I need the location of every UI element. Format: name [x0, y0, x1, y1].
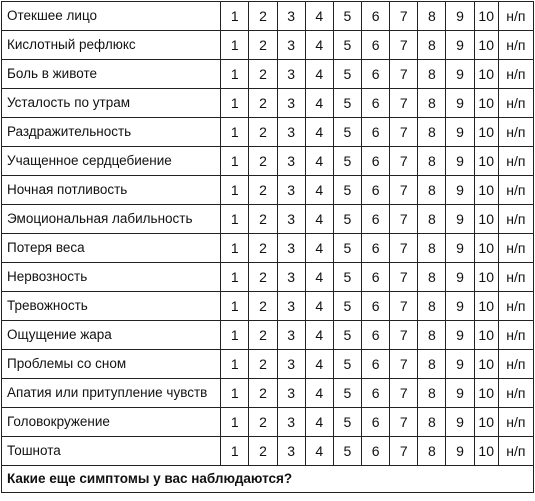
symptom-row [2, 292, 534, 321]
symptom-row [2, 176, 534, 205]
rating-cell[interactable]: 6 [362, 350, 390, 379]
rating-cell[interactable]: 4 [305, 60, 333, 89]
rating-cell[interactable]: 10 [474, 321, 498, 350]
rating-cell[interactable]: 9 [446, 292, 474, 321]
rating-cell[interactable]: 5 [333, 379, 361, 408]
rating-cell[interactable]: 1 [221, 2, 249, 31]
rating-cell[interactable]: 7 [390, 89, 418, 118]
rating-cell[interactable]: 10 [474, 379, 498, 408]
rating-cell[interactable]: 3 [277, 263, 305, 292]
rating-cell[interactable]: 2 [249, 2, 277, 31]
rating-cell[interactable]: 9 [446, 321, 474, 350]
symptom-row [2, 263, 534, 292]
rating-cell[interactable]: 3 [277, 60, 305, 89]
rating-cell[interactable]: 7 [390, 408, 418, 437]
rating-cell[interactable]: 7 [390, 118, 418, 147]
rating-cell[interactable]: 7 [390, 2, 418, 31]
rating-cell[interactable]: 7 [390, 234, 418, 263]
rating-cell[interactable]: 6 [362, 321, 390, 350]
rating-cell[interactable]: 3 [277, 89, 305, 118]
rating-cell[interactable]: 6 [362, 176, 390, 205]
rating-cell[interactable]: 2 [249, 147, 277, 176]
other-symptoms-question: Какие еще симптомы у вас наблюдаются? [2, 466, 534, 493]
rating-cell[interactable]: 3 [277, 437, 305, 466]
rating-cell[interactable]: 8 [418, 89, 446, 118]
rating-cell[interactable]: 8 [418, 234, 446, 263]
not-applicable-cell[interactable]: н/п [498, 292, 533, 321]
rating-cell[interactable]: 1 [221, 176, 249, 205]
rating-cell[interactable]: 1 [221, 350, 249, 379]
rating-cell[interactable]: 6 [362, 60, 390, 89]
rating-cell[interactable]: 5 [333, 437, 361, 466]
rating-cell[interactable]: 4 [305, 205, 333, 234]
symptom-label: Эмоциональная лабильность [2, 205, 221, 234]
rating-cell[interactable]: 8 [418, 60, 446, 89]
rating-cell[interactable]: 8 [418, 2, 446, 31]
rating-cell[interactable]: 2 [249, 379, 277, 408]
rating-cell[interactable]: 8 [418, 408, 446, 437]
rating-cell[interactable]: 5 [333, 408, 361, 437]
rating-cell[interactable]: 2 [249, 437, 277, 466]
symptom-row [2, 205, 534, 234]
symptom-label: Тревожность [2, 292, 221, 321]
rating-cell[interactable]: 8 [418, 176, 446, 205]
rating-cell[interactable]: 8 [418, 437, 446, 466]
rating-cell[interactable]: 8 [418, 147, 446, 176]
rating-cell[interactable]: 2 [249, 176, 277, 205]
rating-cell[interactable]: 9 [446, 147, 474, 176]
symptom-rating-table [1, 1, 534, 493]
symptom-label: Тошнота [2, 437, 221, 466]
symptom-label: Головокружение [2, 408, 221, 437]
rating-cell[interactable]: 10 [474, 205, 498, 234]
not-applicable-cell[interactable]: н/п [498, 379, 533, 408]
rating-cell[interactable]: 9 [446, 118, 474, 147]
rating-cell[interactable]: 1 [221, 147, 249, 176]
symptom-label: Потеря веса [2, 234, 221, 263]
rating-cell[interactable]: 9 [446, 263, 474, 292]
rating-cell[interactable]: 4 [305, 408, 333, 437]
rating-cell[interactable]: 8 [418, 350, 446, 379]
rating-cell[interactable]: 7 [390, 147, 418, 176]
rating-cell[interactable]: 1 [221, 118, 249, 147]
rating-cell[interactable]: 5 [333, 263, 361, 292]
rating-cell[interactable]: 8 [418, 379, 446, 408]
rating-cell[interactable]: 3 [277, 408, 305, 437]
rating-cell[interactable]: 2 [249, 350, 277, 379]
rating-cell[interactable]: 10 [474, 350, 498, 379]
rating-cell[interactable]: 2 [249, 205, 277, 234]
rating-cell[interactable]: 3 [277, 292, 305, 321]
rating-cell[interactable]: 1 [221, 292, 249, 321]
symptom-label: Ночная потливость [2, 176, 221, 205]
rating-cell[interactable]: 6 [362, 2, 390, 31]
rating-cell[interactable]: 5 [333, 2, 361, 31]
rating-cell[interactable]: 10 [474, 118, 498, 147]
rating-cell[interactable]: 5 [333, 147, 361, 176]
rating-cell[interactable]: 2 [249, 118, 277, 147]
rating-cell[interactable]: 9 [446, 205, 474, 234]
rating-cell[interactable]: 3 [277, 321, 305, 350]
rating-cell[interactable]: 6 [362, 408, 390, 437]
rating-cell[interactable]: 5 [333, 89, 361, 118]
symptom-row [2, 60, 534, 89]
rating-cell[interactable]: 8 [418, 292, 446, 321]
rating-cell[interactable]: 6 [362, 292, 390, 321]
rating-cell[interactable]: 7 [390, 263, 418, 292]
rating-cell[interactable]: 6 [362, 205, 390, 234]
other-symptoms-row [2, 466, 534, 493]
symptom-row [2, 118, 534, 147]
symptom-row [2, 321, 534, 350]
rating-cell[interactable]: 9 [446, 176, 474, 205]
symptom-rows [2, 2, 534, 493]
rating-cell[interactable]: 10 [474, 437, 498, 466]
rating-cell[interactable]: 4 [305, 118, 333, 147]
symptom-label: Нервозность [2, 263, 221, 292]
rating-cell[interactable]: 3 [277, 205, 305, 234]
rating-cell[interactable]: 3 [277, 31, 305, 60]
rating-cell[interactable]: 7 [390, 379, 418, 408]
rating-cell[interactable]: 1 [221, 60, 249, 89]
rating-cell[interactable]: 6 [362, 437, 390, 466]
rating-cell[interactable]: 7 [390, 437, 418, 466]
symptom-row [2, 147, 534, 176]
rating-cell[interactable]: 5 [333, 321, 361, 350]
rating-cell[interactable]: 1 [221, 408, 249, 437]
rating-cell[interactable]: 9 [446, 408, 474, 437]
rating-cell[interactable]: 10 [474, 147, 498, 176]
rating-cell[interactable]: 4 [305, 437, 333, 466]
rating-cell[interactable]: 3 [277, 2, 305, 31]
rating-cell[interactable]: 7 [390, 292, 418, 321]
rating-cell[interactable]: 5 [333, 350, 361, 379]
rating-cell[interactable]: 4 [305, 234, 333, 263]
not-applicable-cell[interactable]: н/п [498, 263, 533, 292]
rating-cell[interactable]: 9 [446, 60, 474, 89]
rating-cell[interactable]: 9 [446, 234, 474, 263]
rating-cell[interactable]: 8 [418, 205, 446, 234]
not-applicable-cell[interactable]: н/п [498, 118, 533, 147]
symptom-row [2, 234, 534, 263]
rating-cell[interactable]: 10 [474, 263, 498, 292]
rating-cell[interactable]: 1 [221, 263, 249, 292]
rating-cell[interactable]: 4 [305, 292, 333, 321]
rating-cell[interactable]: 5 [333, 118, 361, 147]
rating-cell[interactable]: 5 [333, 31, 361, 60]
symptom-label: Отекшее лицо [2, 2, 221, 31]
symptom-label: Проблемы со сном [2, 350, 221, 379]
rating-cell[interactable]: 4 [305, 263, 333, 292]
rating-cell[interactable]: 4 [305, 350, 333, 379]
rating-cell[interactable]: 8 [418, 118, 446, 147]
not-applicable-cell[interactable]: н/п [498, 89, 533, 118]
rating-cell[interactable]: 4 [305, 379, 333, 408]
rating-cell[interactable]: 8 [418, 31, 446, 60]
symptom-row [2, 89, 534, 118]
rating-cell[interactable]: 2 [249, 31, 277, 60]
rating-cell[interactable]: 10 [474, 234, 498, 263]
not-applicable-cell[interactable]: н/п [498, 350, 533, 379]
rating-cell[interactable]: 2 [249, 292, 277, 321]
rating-cell[interactable]: 7 [390, 205, 418, 234]
not-applicable-cell[interactable]: н/п [498, 176, 533, 205]
rating-cell[interactable]: 4 [305, 321, 333, 350]
rating-cell[interactable]: 8 [418, 321, 446, 350]
rating-cell[interactable]: 9 [446, 350, 474, 379]
rating-cell[interactable]: 1 [221, 437, 249, 466]
not-applicable-cell[interactable]: н/п [498, 147, 533, 176]
rating-cell[interactable]: 6 [362, 31, 390, 60]
rating-cell[interactable]: 10 [474, 60, 498, 89]
rating-cell[interactable]: 3 [277, 234, 305, 263]
rating-cell[interactable]: 1 [221, 321, 249, 350]
rating-cell[interactable]: 4 [305, 147, 333, 176]
symptom-label: Кислотный рефлюкс [2, 31, 221, 60]
rating-cell[interactable]: 2 [249, 263, 277, 292]
symptom-row [2, 408, 534, 437]
rating-cell[interactable]: 6 [362, 89, 390, 118]
rating-cell[interactable]: 4 [305, 89, 333, 118]
not-applicable-cell[interactable]: н/п [498, 437, 533, 466]
rating-cell[interactable]: 6 [362, 234, 390, 263]
rating-cell[interactable]: 10 [474, 408, 498, 437]
symptom-row [2, 437, 534, 466]
rating-cell[interactable]: 5 [333, 205, 361, 234]
rating-cell[interactable]: 6 [362, 147, 390, 176]
rating-cell[interactable]: 1 [221, 31, 249, 60]
rating-cell[interactable]: 7 [390, 60, 418, 89]
rating-cell[interactable]: 9 [446, 89, 474, 118]
rating-cell[interactable]: 5 [333, 176, 361, 205]
rating-cell[interactable]: 6 [362, 263, 390, 292]
rating-cell[interactable]: 9 [446, 31, 474, 60]
symptom-label: Ощущение жара [2, 321, 221, 350]
rating-cell[interactable]: 1 [221, 379, 249, 408]
rating-cell[interactable]: 10 [474, 2, 498, 31]
rating-cell[interactable]: 5 [333, 292, 361, 321]
rating-cell[interactable]: 3 [277, 350, 305, 379]
rating-cell[interactable]: 9 [446, 379, 474, 408]
rating-cell[interactable]: 2 [249, 234, 277, 263]
rating-cell[interactable]: 2 [249, 60, 277, 89]
rating-cell[interactable]: 6 [362, 118, 390, 147]
rating-cell[interactable]: 1 [221, 234, 249, 263]
symptom-label: Усталость по утрам [2, 89, 221, 118]
rating-cell[interactable]: 3 [277, 379, 305, 408]
symptom-row [2, 379, 534, 408]
rating-cell[interactable]: 3 [277, 176, 305, 205]
rating-cell[interactable]: 7 [390, 321, 418, 350]
rating-cell[interactable]: 9 [446, 437, 474, 466]
rating-cell[interactable]: 2 [249, 89, 277, 118]
symptom-row [2, 2, 534, 31]
rating-cell[interactable]: 3 [277, 147, 305, 176]
not-applicable-cell[interactable]: н/п [498, 408, 533, 437]
symptom-row [2, 350, 534, 379]
not-applicable-cell[interactable]: н/п [498, 31, 533, 60]
symptom-label: Учащенное сердцебиение [2, 147, 221, 176]
rating-cell[interactable]: 9 [446, 2, 474, 31]
rating-cell[interactable]: 2 [249, 408, 277, 437]
rating-cell[interactable]: 3 [277, 118, 305, 147]
symptom-label: Боль в животе [2, 60, 221, 89]
rating-cell[interactable]: 5 [333, 234, 361, 263]
not-applicable-cell[interactable]: н/п [498, 2, 533, 31]
rating-cell[interactable]: 6 [362, 379, 390, 408]
rating-cell[interactable]: 10 [474, 89, 498, 118]
symptom-label: Раздражительность [2, 118, 221, 147]
rating-cell[interactable]: 4 [305, 176, 333, 205]
rating-cell[interactable]: 10 [474, 292, 498, 321]
symptom-label: Апатия или притупление чувств [2, 379, 221, 408]
not-applicable-cell[interactable]: н/п [498, 234, 533, 263]
rating-cell[interactable]: 4 [305, 2, 333, 31]
rating-cell[interactable]: 5 [333, 60, 361, 89]
not-applicable-cell[interactable]: н/п [498, 321, 533, 350]
rating-cell[interactable]: 4 [305, 31, 333, 60]
rating-cell[interactable]: 7 [390, 350, 418, 379]
rating-cell[interactable]: 2 [249, 321, 277, 350]
rating-cell[interactable]: 7 [390, 31, 418, 60]
rating-cell[interactable]: 1 [221, 89, 249, 118]
symptom-row [2, 31, 534, 60]
rating-cell[interactable]: 10 [474, 176, 498, 205]
rating-cell[interactable]: 8 [418, 263, 446, 292]
not-applicable-cell[interactable]: н/п [498, 60, 533, 89]
rating-cell[interactable]: 10 [474, 31, 498, 60]
rating-cell[interactable]: 7 [390, 176, 418, 205]
not-applicable-cell[interactable]: н/п [498, 205, 533, 234]
rating-cell[interactable]: 1 [221, 205, 249, 234]
